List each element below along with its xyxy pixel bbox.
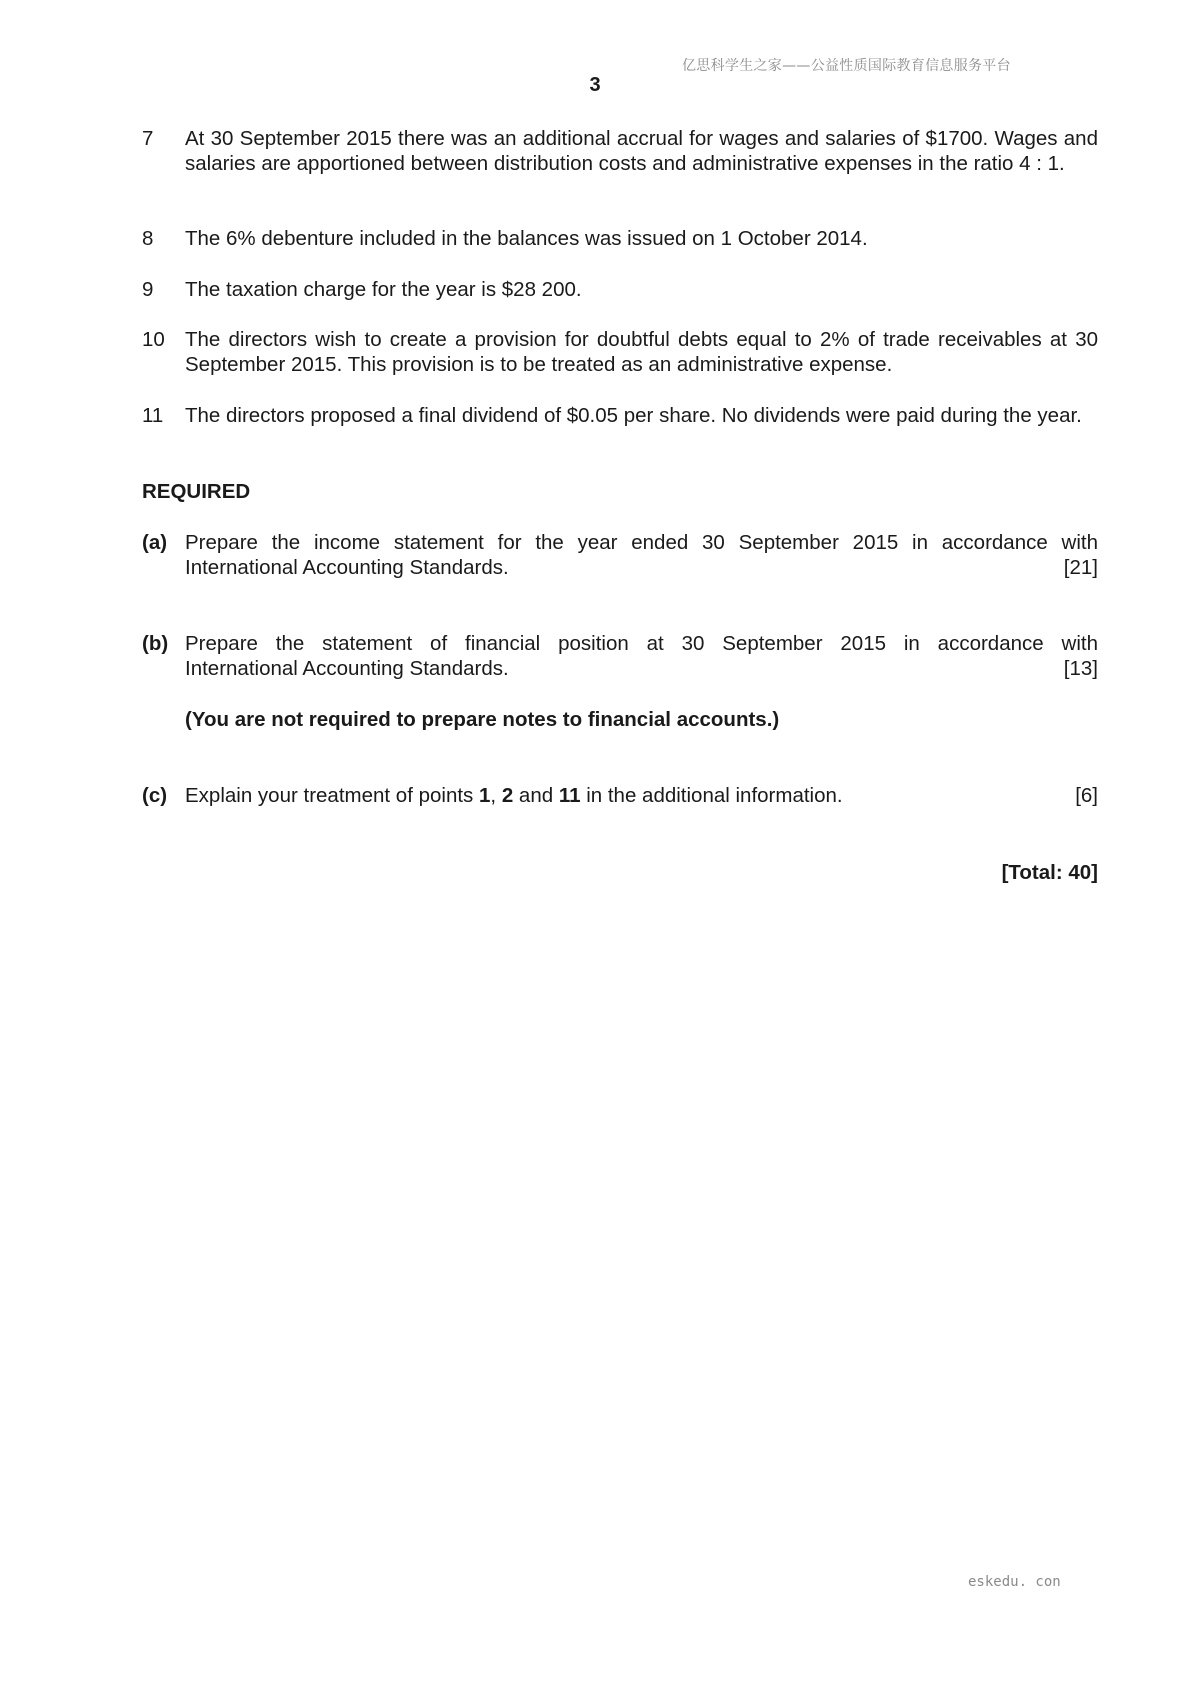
part-text [185, 783, 843, 808]
part-text-line2 [185, 656, 1098, 681]
text-fragment: and [513, 784, 559, 807]
notes-instruction: (You are not required to prepare notes to financial accounts.) [185, 708, 780, 731]
footer-watermark: eskedu. con [968, 1574, 1061, 1590]
marks: [13] [1063, 657, 1098, 680]
point-ref: 11 [558, 784, 581, 807]
part-text-continued: International Accounting Standards. [185, 556, 509, 579]
info-item-9 [142, 277, 1098, 302]
item-number: 7 [142, 127, 154, 150]
required-heading: REQUIRED [142, 480, 251, 503]
point-ref: 2 [501, 784, 514, 807]
item-text: At 30 September 2015 there was an additional accrual for wages and salaries of $1700. Wages and salaries are apportioned between distribution costs and administrative expenses in the ratio 4 : 1. [185, 127, 1098, 175]
info-item-10 [142, 327, 1098, 377]
text-fragment: Explain your treatment of points [185, 784, 479, 807]
info-item-11 [142, 403, 1098, 428]
part-text-continued: International Accounting Standards. [185, 657, 509, 680]
item-text: The 6% debenture included in the balances was issued on 1 October 2014. [185, 227, 868, 250]
item-number: 11 [142, 404, 164, 427]
text-fragment: , [490, 784, 502, 807]
part-text: Prepare the income statement for the year ended 30 September 2015 in accordance with [185, 531, 1098, 554]
info-item-7 [142, 126, 1098, 176]
item-number: 10 [142, 328, 165, 351]
part-a [142, 530, 1098, 580]
marks: [21] [1063, 556, 1098, 579]
part-text-line [185, 783, 1098, 808]
part-b [142, 631, 1098, 681]
item-number: 8 [142, 227, 154, 250]
text-fragment: in the additional information. [580, 784, 843, 807]
item-text: The directors proposed a final dividend of $0.05 per share. No dividends were paid during the year. [185, 404, 1082, 427]
marks: [6] [1075, 784, 1098, 807]
part-c [142, 783, 1098, 808]
item-text: The directors wish to create a provision for doubtful debts equal to 2% of trade receivables at 30 September 2015. This provision is to be treated as an administrative expense. [185, 328, 1098, 376]
part-label: (b) [142, 632, 169, 655]
item-number: 9 [142, 278, 154, 301]
part-text: Prepare the statement of financial position at 30 September 2015 in accordance with [185, 632, 1098, 655]
header-watermark: 亿思科学生之家——公益性质国际教育信息服务平台 [682, 58, 1011, 74]
item-text: The taxation charge for the year is $28 200. [185, 278, 582, 301]
total-marks: [Total: 40] [1001, 861, 1098, 884]
point-ref: 1 [479, 784, 491, 807]
info-item-8 [142, 226, 1098, 251]
part-text-line2 [185, 555, 1098, 580]
part-label: (c) [142, 784, 168, 807]
page-number: 3 [589, 74, 601, 96]
part-label: (a) [142, 531, 168, 554]
